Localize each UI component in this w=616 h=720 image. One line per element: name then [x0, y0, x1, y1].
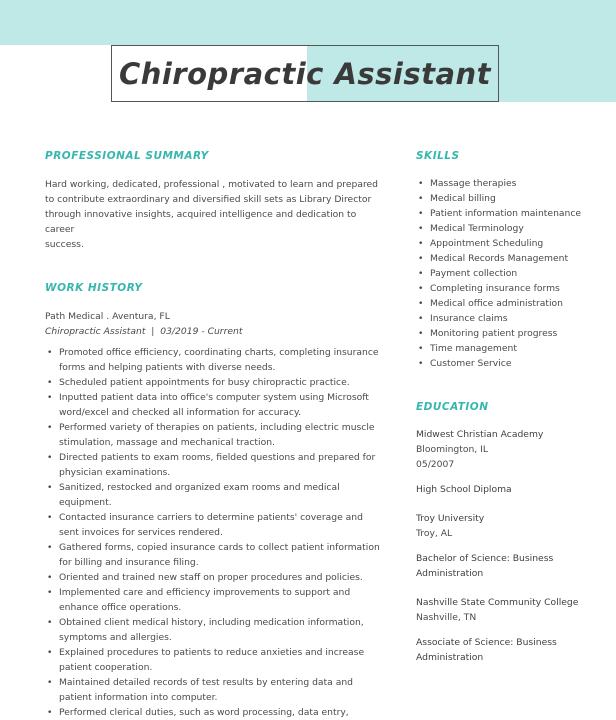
skills-section	[416, 150, 606, 371]
resume-title: Chiropractic Assistant	[118, 56, 492, 91]
skills-heading: SKILLS	[416, 150, 460, 162]
left-column	[45, 150, 380, 720]
job-dates: | 03/2019 - Current	[145, 326, 243, 337]
list-item: • Implemented care and efficiency improvements to support and enhance office operations.	[59, 585, 380, 615]
list-item: • Gathered forms, copied insurance cards to collect patient information for billing and insurance filing.	[59, 540, 380, 570]
school-name: Midwest Christian Academy	[416, 429, 544, 440]
job-title: Chiropractic Assistant	[45, 326, 146, 337]
school-name: Troy University	[416, 513, 485, 524]
school-date: 05/2007	[416, 459, 455, 470]
list-item: • Scheduled patient appointments for busy chiropractic practice.	[59, 375, 380, 390]
school-location: Troy, AL	[416, 528, 453, 539]
header-band	[0, 0, 616, 45]
summary-line: Hard working, dedicated, professional , motivated to learn and prepared	[45, 179, 379, 190]
school-degree-line	[416, 635, 606, 665]
school-degree-line	[416, 482, 606, 497]
skills-list	[416, 176, 606, 371]
list-item: • Explained procedures to patients to reduce anxieties and increase patient cooperation.	[59, 645, 380, 675]
job-employer: Path Medical	[45, 311, 104, 322]
right-column	[416, 150, 606, 665]
skill-item: • Medical Records Management	[430, 251, 606, 266]
school-degree: Associate of Science	[416, 637, 511, 648]
skill-item: • Massage therapies	[430, 176, 606, 191]
summary-text	[45, 177, 380, 252]
skill-item: • Customer Service	[430, 356, 606, 371]
school-degree: High School Diploma	[416, 484, 512, 495]
list-item: • Maintained detailed records of test results by entering data and patient information into computer.	[59, 675, 380, 705]
skill-item: • Monitoring patient progress	[430, 326, 606, 341]
list-item: • Inputted patient data into office's computer system using Microsoft word/excel and checked all information for accuracy.	[59, 390, 380, 420]
skill-item: • Patient information maintenance	[430, 206, 606, 221]
list-item: • Oriented and trained new staff on proper procedures and policies.	[59, 570, 380, 585]
skill-item: • Appointment Scheduling	[430, 236, 606, 251]
skill-item: • Time management	[430, 341, 606, 356]
skill-item: • Completing insurance forms	[430, 281, 606, 296]
job-title-line	[45, 324, 380, 339]
job-employer-line	[45, 309, 380, 324]
list-item: • Contacted insurance carriers to determine patients' coverage and sent invoices for services rendered.	[59, 510, 380, 540]
list-item: • Directed patients to exam rooms, fielded questions and prepared for physician examinations.	[59, 450, 380, 480]
summary-line: through innovative insights, acquired intelligence and dedication to career	[45, 209, 357, 235]
school-location: Nashville, TN	[416, 612, 477, 623]
skill-item: • Medical Terminology	[430, 221, 606, 236]
skill-item: • Medical billing	[430, 191, 606, 206]
school-location: Bloomington, IL	[416, 444, 488, 455]
school-entry	[416, 595, 606, 665]
job-entry	[45, 309, 380, 720]
school-entry	[416, 511, 606, 581]
education-heading: EDUCATION	[416, 401, 489, 413]
list-item: • Performed variety of therapies on patients, including electric muscle stimulation, massage and mechanical traction.	[59, 420, 380, 450]
job-bullets	[45, 345, 380, 720]
summary-line: to contribute extraordinary and diversified skill sets as Library Director	[45, 194, 372, 205]
school-field: : Business Administration	[416, 553, 554, 579]
school-degree-line	[416, 551, 606, 581]
skill-item: • Payment collection	[430, 266, 606, 281]
list-item: • Obtained client medical history, including medication information, symptoms and allergies.	[59, 615, 380, 645]
list-item: • Performed clerical duties, such as word processing, data entry,	[59, 705, 380, 720]
summary-heading: PROFESSIONAL SUMMARY	[45, 150, 209, 162]
school-degree: Bachelor of Science	[416, 553, 507, 564]
skill-item: • Medical office administration	[430, 296, 606, 311]
school-entry	[416, 427, 606, 497]
name-box	[111, 45, 499, 102]
summary-line: success.	[45, 239, 84, 250]
skill-item: • Insurance claims	[430, 311, 606, 326]
list-item: • Promoted office efficiency, coordinating charts, completing insurance forms and helping patients with diverse needs.	[59, 345, 380, 375]
job-location: . Aventura, FL	[103, 311, 170, 322]
school-name: Nashville State Community College	[416, 597, 579, 608]
list-item: • Sanitized, restocked and organized exam rooms and medical equipment.	[59, 480, 380, 510]
work-history-heading: WORK HISTORY	[45, 282, 143, 294]
school-field: : Business Administration	[416, 637, 557, 663]
